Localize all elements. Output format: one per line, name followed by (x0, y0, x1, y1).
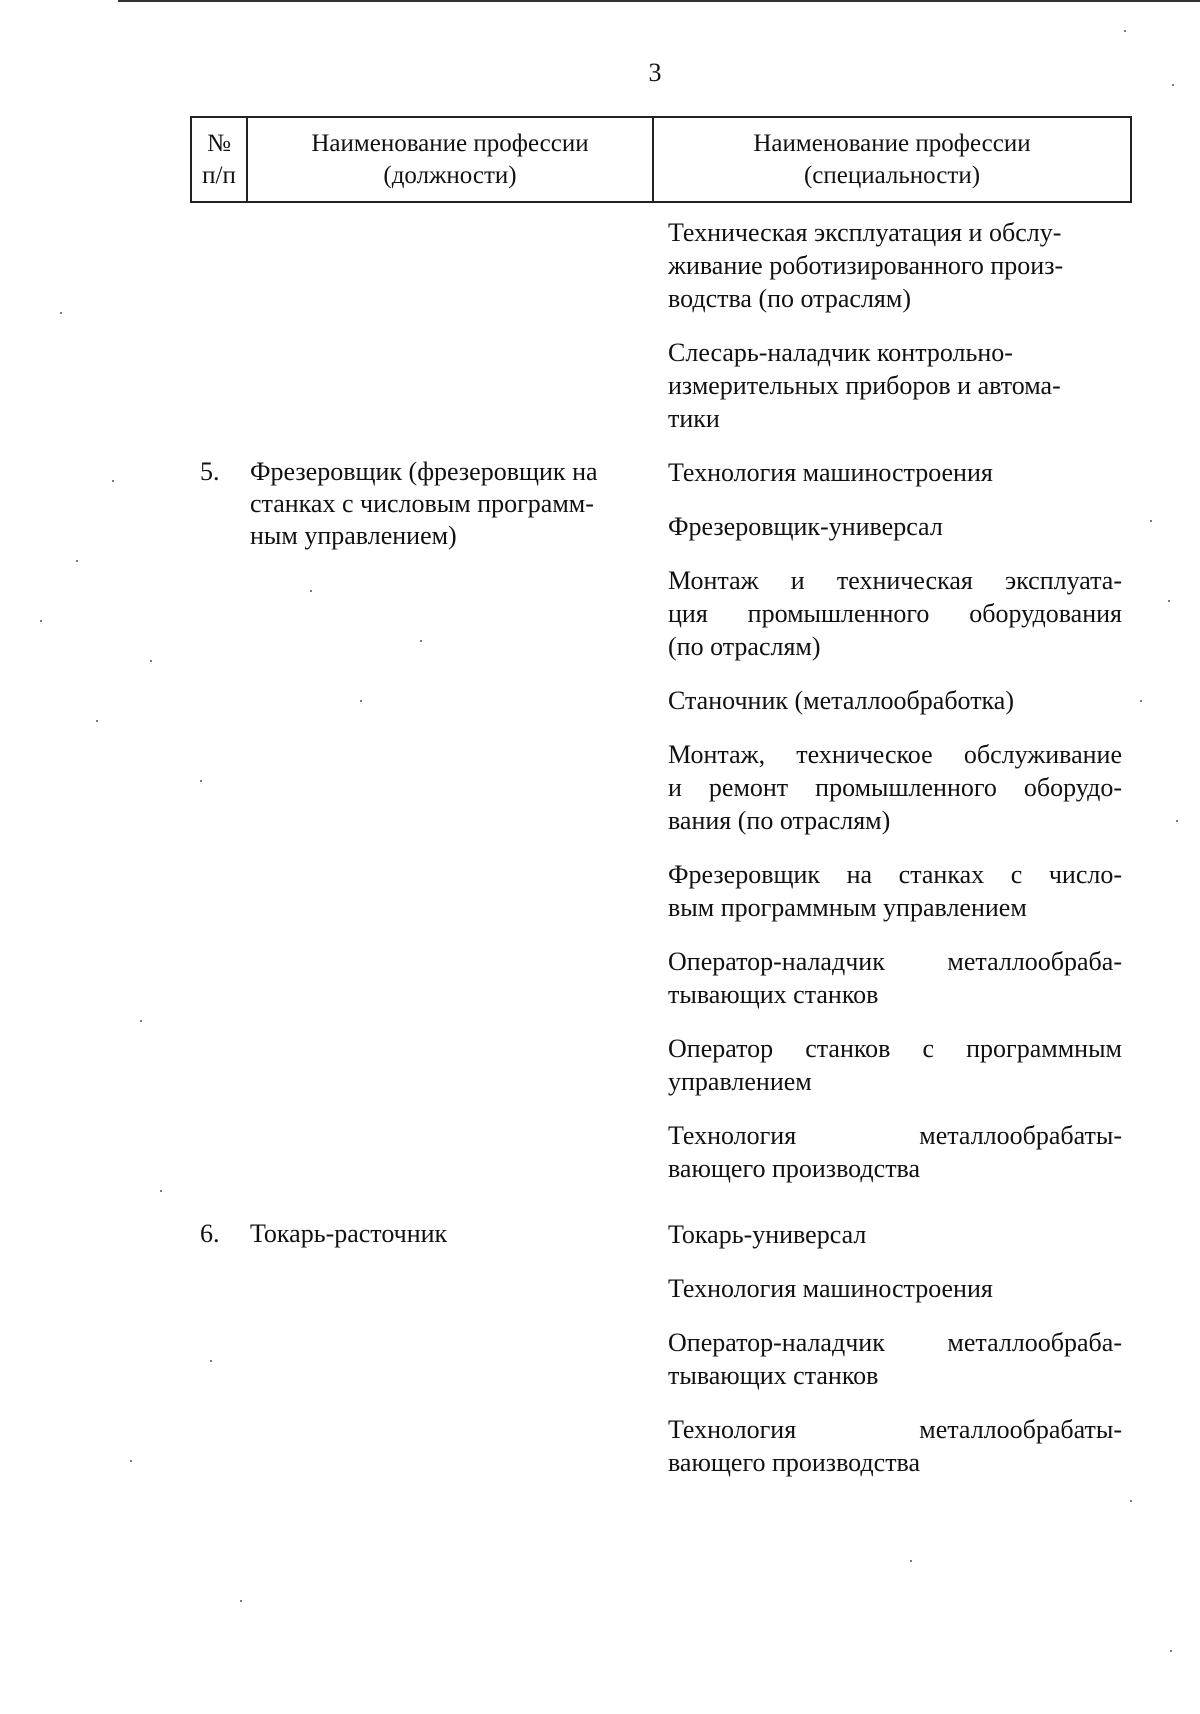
scan-speck (150, 660, 152, 662)
specialty-line: тики (668, 404, 720, 433)
scan-speck (360, 700, 362, 702)
position-name (250, 456, 650, 552)
specialty-item (668, 564, 1122, 663)
specialty-line: Оператор станков с программным (668, 1034, 1122, 1063)
position-name (250, 1218, 650, 1250)
specialty-line: водства (по отраслям) (668, 284, 911, 313)
specialty-line: (по отраслям) (668, 632, 821, 661)
position-name-line: Фрезеровщик (фрезеровщик на (250, 457, 598, 486)
header-cell-number (192, 118, 248, 201)
specialty-item (668, 1218, 1122, 1251)
specialty-item (668, 510, 1122, 543)
scan-speck (1124, 30, 1126, 32)
specialty-line: Оператор-наладчик металлообраба- (668, 1328, 1122, 1357)
specialty-line: Монтаж и техническая эксплуата- (668, 566, 1122, 595)
scan-speck (1130, 1500, 1132, 1502)
scan-speck (40, 620, 42, 622)
specialty-line: тывающих станков (668, 1361, 879, 1390)
specialty-line: управлением (668, 1067, 812, 1096)
specialty-item (668, 1119, 1122, 1185)
specialty-line: измерительных приборов и автома- (668, 371, 1061, 400)
scan-speck (240, 1600, 242, 1602)
specialty-line: Технология металлообрабаты- (668, 1415, 1122, 1444)
specialty-item (668, 1272, 1122, 1305)
specialty-line: Технология машиностроения (668, 1274, 993, 1303)
specialty-line: живание роботизированного произ- (668, 251, 1064, 280)
specialty-line: Техническая эксплуатация и обслу- (668, 218, 1062, 247)
specialty-line: Технология металлообрабаты- (668, 1121, 1122, 1150)
specialty-line: и ремонт промышленного оборудо- (668, 773, 1122, 802)
specialty-list (668, 456, 1122, 1206)
position-name-line: ным управлением) (250, 521, 457, 550)
specialty-item (668, 216, 1122, 315)
specialty-line: Станочник (металлообработка) (668, 686, 1014, 715)
header-cell-position-name (248, 118, 654, 201)
header-cell-specialty-name (654, 118, 1130, 201)
scan-speck (140, 1020, 142, 1022)
scan-speck (112, 480, 114, 482)
scan-speck (210, 1360, 212, 1362)
header-specialty-line-1: Наименование профессии (753, 129, 1031, 157)
scan-speck (420, 640, 422, 642)
page-number: 3 (648, 58, 662, 87)
specialty-item (668, 1326, 1122, 1392)
specialty-line: Токарь-универсал (668, 1220, 867, 1249)
scan-speck (200, 780, 202, 782)
scan-speck (1172, 84, 1174, 86)
position-name-line: Токарь-расточник (250, 1219, 448, 1248)
specialty-line: вым программным управлением (668, 893, 1027, 922)
specialty-line: Слесарь-наладчик контрольно- (668, 338, 1013, 367)
scan-speck (1176, 820, 1178, 822)
specialty-item (668, 1413, 1122, 1479)
scan-speck (130, 1460, 132, 1462)
specialty-item (668, 336, 1122, 435)
header-specialty-line-2: (специальности) (803, 161, 981, 189)
specialty-line: вания (по отраслям) (668, 806, 891, 835)
specialty-item (668, 456, 1122, 489)
specialty-item (668, 1032, 1122, 1098)
specialty-line: Фрезеровщик на станках с число- (668, 860, 1122, 889)
specialty-item (668, 684, 1122, 717)
scan-speck (96, 720, 98, 722)
top-border-line (118, 0, 1200, 2)
specialty-item (668, 945, 1122, 1011)
scan-speck (910, 1560, 912, 1562)
specialty-line: вающего производства (668, 1448, 921, 1477)
specialty-item (668, 858, 1122, 924)
scan-speck (76, 560, 78, 562)
position-name-line: станках с числовым программ- (250, 489, 594, 518)
scan-speck (1170, 1650, 1172, 1652)
scan-speck (60, 312, 62, 314)
specialty-line: Технология машиностроения (668, 458, 993, 487)
specialty-line: Монтаж, техническое обслуживание (668, 740, 1122, 769)
specialty-line: Фрезеровщик-универсал (668, 512, 943, 541)
scan-speck (1140, 700, 1142, 702)
row-number: 6. (200, 1219, 220, 1248)
specialty-line: вающего производства (668, 1154, 921, 1183)
continued-specialty-list (668, 216, 1122, 456)
header-number-line-1: № (207, 129, 231, 157)
scan-speck (310, 590, 312, 592)
scan-speck (1168, 600, 1170, 602)
specialty-item (668, 738, 1122, 837)
header-position-line-1: Наименование профессии (311, 129, 589, 157)
scan-speck (1150, 520, 1152, 522)
specialty-line: ция промышленного оборудования (668, 599, 1122, 628)
specialty-list (668, 1218, 1122, 1500)
scan-speck (160, 1190, 162, 1192)
specialty-line: тывающих станков (668, 980, 879, 1009)
specialty-line: Оператор-наладчик металлообраба- (668, 947, 1122, 976)
header-position-line-2: (должности) (383, 161, 517, 189)
header-number-line-2: п/п (202, 161, 236, 189)
table-header (190, 116, 1132, 203)
row-number: 5. (200, 457, 220, 486)
